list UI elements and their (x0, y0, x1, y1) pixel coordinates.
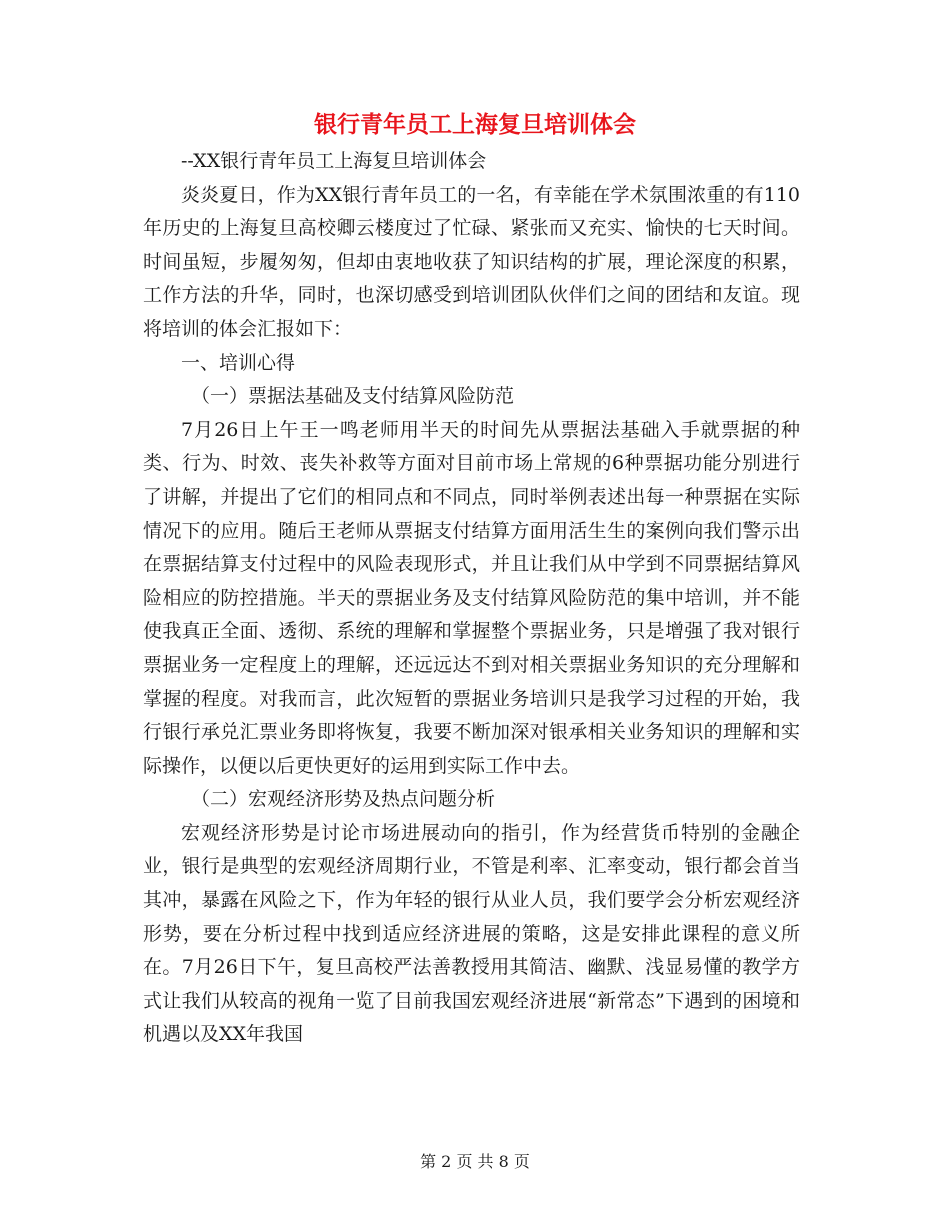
document-body (143, 145, 800, 1052)
page-number: 第 2 页 共 8 页 (420, 1152, 530, 1171)
subtitle: --XX银行青年员工上海复旦培训体会 (181, 150, 487, 172)
section-heading-1: 一、培训心得 (181, 351, 296, 374)
paragraph-bills: 7月26日上午王一鸣老师用半天的时间先从票据法基础入手就票据的种类、行为、时效、丧失补救等方面对目前市场上常规的6种票据功能分别进行了讲解，并提出了它们的相同点和不同点，同时举例表述出每一种票据在实际情况下的应用。随后王老师从票据支付结算方面用活生生的案例向我们警示出在票据结算支付过程中的风险表现形式，并且让我们从中学到不同票据结算风险相应的防控措施。半天的票据业务及支付结算风险防范的集中培训，并不能使我真正全面、透彻、系统的理解和掌握整个票据业务，只是增强了我对银行票据业务一定程度上的理解，还远远达不到对相关票据业务知识的充分理解和掌握的程度。对我而言，此次短暂的票据业务培训只是我学习过程的开始，我行银行承兑汇票业务即将恢复，我要不断加深对银承相关业务知识的理解和实际操作，以便以后更快更好的运用到实际工作中去。 (143, 418, 800, 777)
document-title: 银行青年员工上海复旦培训体会 (314, 111, 636, 138)
subsection-heading-1: （一）票据法基础及支付结算风险防范 (191, 385, 515, 408)
paragraph-intro: 炎炎夏日，作为XX银行青年员工的一名，有幸能在学术氛围浓重的有110年历史的上海复旦高校卿云楼度过了忙碌、紧张而又充实、愉快的七天时间。时间虽短，步履匆匆，但却由衷地收获了知识结构的扩展，理论深度的积累，工作方法的升华，同时，也深切感受到培训团队伙伴们之间的团结和友谊。现将培训的体会汇报如下： (143, 183, 800, 340)
subsection-heading-2: （二）宏观经济形势及热点问题分析 (191, 788, 496, 811)
paragraph-macro: 宏观经济形势是讨论市场进展动向的指引，作为经营货币特别的金融企业，银行是典型的宏观经济周期行业，不管是利率、汇率变动，银行都会首当其冲，暴露在风险之下，作为年轻的银行从业人员，我们要学会分析宏观经济形势，要在分析过程中找到适应经济进展的策略，这是安排此课程的意义所在。7月26日下午，复旦高校严法善教授用其简洁、幽默、浅显易懂的教学方式让我们从较高的视角一览了目前我国宏观经济进展“新常态”下遇到的困境和机遇以及XX年我国 (143, 821, 800, 1046)
